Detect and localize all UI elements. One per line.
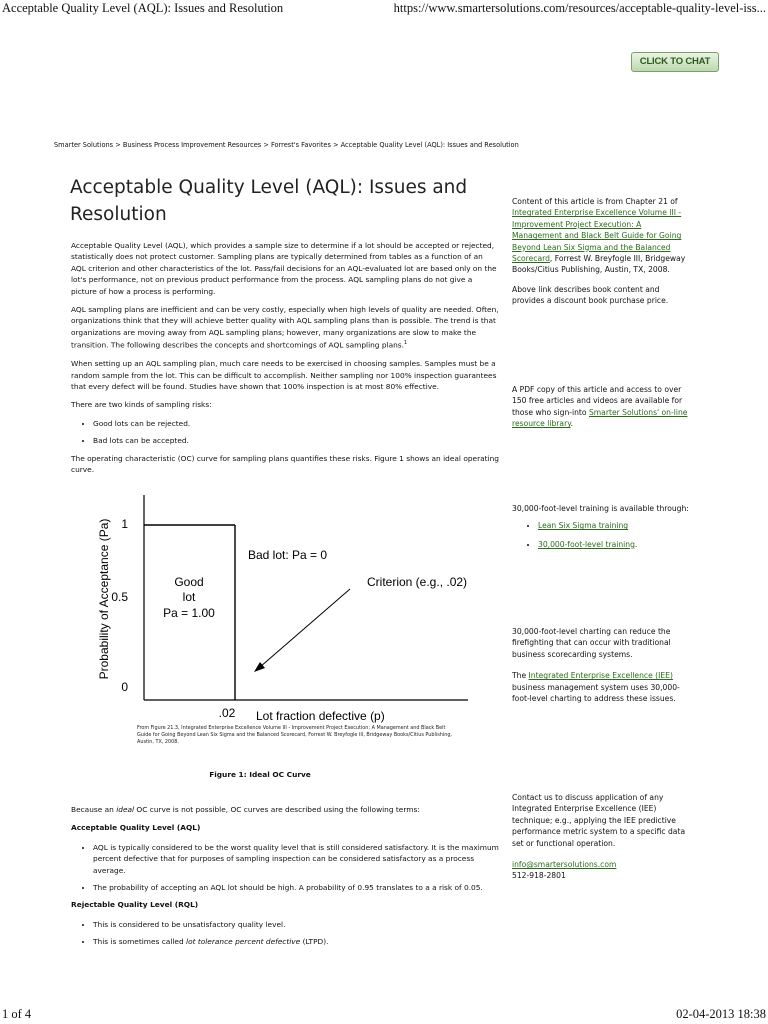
x-axis-label: Lot fraction defective (p): [256, 709, 385, 723]
list-item: • 30,000-foot-level training.: [538, 539, 692, 550]
list-item: • Bad lots can be accepted.: [93, 435, 499, 446]
print-header: [0, 0, 768, 16]
risk-list: [71, 418, 499, 447]
sidebar-pdf-info: A PDF copy of this article and access to over 150 free articles and videos are available for those who sign-into Smarter Solutions' on-line resource library.: [512, 385, 688, 429]
page-count: 1 of 4: [2, 1007, 32, 1021]
breadcrumb: Smarter Solutions > Business Process Improvement Resources > Forrest's Favorites > Acceptable Quality Level (AQL): Issues and Resolution: [54, 141, 519, 149]
article-body: [71, 240, 499, 482]
lean-six-sigma-training-link[interactable]: Lean Six Sigma training: [538, 521, 629, 531]
page-title: Acceptable Quality Level (AQL): Issues and Resolution: [70, 177, 468, 225]
criterion-arrow: [260, 589, 350, 667]
figure-source: From Figure 21.3, Integrated Enterprise Excellence Volume III - Improvement Project Execution: A Management and Black Belt Guide for Going Beyond Lean Six Sigma and the Balanced Scorecard, Forrest W. Breyfogle III, Bridgeway Books/Citius Publishing, Austin, TX, 2008.: [137, 725, 452, 745]
list-item: • This is considered to be unsatisfactory quality level.: [93, 919, 499, 930]
30000-foot-level-training-link[interactable]: 30,000-foot-level training: [538, 539, 635, 549]
list-item: • The probability of accepting an AQL lot should be high. A probability of 0.95 translates to a a risk of 0.05.: [93, 882, 499, 893]
paragraph: There are two kinds of sampling risks:: [71, 400, 212, 410]
footnote-ref[interactable]: 1: [404, 340, 408, 347]
breadcrumb-bpi-resources[interactable]: Business Process Improvement Resources: [122, 141, 262, 149]
x-tick-02: .02: [218, 706, 236, 720]
iee-link[interactable]: Integrated Enterprise Excellence (IEE): [528, 671, 673, 681]
figure-caption: Figure 1: Ideal OC Curve: [209, 770, 311, 779]
phone-number: 512-918-2801: [512, 871, 566, 881]
sidebar-contact: Contact us to discuss application of any Integrated Enterprise Excellence (IEE) technique; e.g., applying the IEE predictive performance metric system to a specific data set or functional operation. info@smartersolutions.com 512-918-2801: [512, 792, 692, 882]
y-tick-05: 0.5: [111, 590, 128, 604]
good-lot-label-2: lot: [182, 590, 196, 604]
good-lot-label-3: Pa = 1.00: [163, 606, 215, 620]
y-tick-1: 1: [121, 517, 128, 531]
paragraph: The operating characteristic (OC) curve for sampling plans quantifies these risks. Figure 1 shows an ideal operating curve.: [71, 453, 499, 474]
list-item: • This is sometimes called lot tolerance percent defective (LTPD).: [93, 936, 499, 947]
sidebar-book-info: Content of this article is from Chapter 21 of Integrated Enterprise Excellence Volume III - Improvement Project Execution: A Management and Black Belt Guide for Going Beyond Lean Six Sigma and the Balanced Scorecard, Forrest W. Breyfogle III, Bridgeway Books/Citius Publishing, Austin, TX, 2008. Above link describes book content and provides a discount book purchase price.: [512, 196, 692, 314]
bad-lot-label: Bad lot: Pa = 0: [248, 548, 328, 562]
print-datetime: 02-04-2013 18:38: [676, 1007, 766, 1021]
aql-list: [71, 842, 499, 894]
email-link[interactable]: info@smartersolutions.com: [512, 860, 617, 870]
aql-heading: Acceptable Quality Level (AQL): [71, 823, 201, 833]
good-lot-label-1: Good: [174, 575, 204, 589]
criterion-label: Criterion (e.g., .02): [367, 575, 468, 589]
resource-library-link[interactable]: Smarter Solutions' on-line resource library: [512, 407, 688, 429]
breadcrumb-current: Acceptable Quality Level (AQL): Issues and Resolution: [340, 141, 519, 149]
print-header-title: Acceptable Quality Level (AQL): Issues and Resolution: [2, 1, 284, 15]
paragraph: AQL sampling plans are inefficient and can be very costly, especially when high levels of quality are needed. Often, organizations think that they will achieve better quality with AQL sampling plans than is possible. The trend is that organizations are moving away from AQL sampling plans; however, many organizations are slow to make the transition. The following describes the concepts and shortcomings of AQL sampling plans.$^1$: [71, 305, 499, 350]
sidebar-charting: 30,000-foot-level charting can reduce the firefighting that can occur with traditional business scorecarding systems. The Integrated Enterprise Excellence (IEE) business management system uses 30,000-foot-level charting to address these issues.: [512, 627, 680, 704]
list-item: • AQL is typically considered to be the worst quality level that is still considered satisfactory. It is the maximum percent defective that for purposes of sampling inspection can be considered satisfactory as a process average.: [93, 842, 499, 876]
list-item: • Good lots can be rejected.: [93, 418, 499, 429]
print-footer: [0, 1008, 768, 1024]
y-axis-label: Probability of Acceptance (Pa): [97, 518, 111, 680]
print-header-url: https://www.smartersolutions.com/resources/acceptable-quality-level-iss...: [393, 1, 766, 15]
sidebar-training: 30,000-foot-level training is available through: • Lean Six Sigma training • 30,000-foot-level training.: [512, 503, 692, 557]
book-link[interactable]: Integrated Enterprise Excellence Volume III - Improvement Project Execution: A Management and Black Belt Guide for Going Beyond Lean Six Sigma and the Balanced Scorecard: [512, 208, 682, 264]
rql-heading: Rejectable Quality Level (RQL): [71, 900, 199, 910]
paragraph: When setting up an AQL sampling plan, much care needs to be exercised in choosing samples. Samples must be a random sample from the lot. This can be difficult to accomplish. Neither sampling nor 100% inspection guarantees that every defect will be found. Studies have shown that 100% inspection is at most 80% effective.: [71, 359, 497, 391]
sidebar-note: Above link describes book content and provides a discount book purchase price.: [512, 284, 669, 306]
paragraph: Because an ideal OC curve is not possible, OC curves are described using the following terms:: [71, 805, 420, 814]
rql-list: [71, 919, 499, 948]
click-to-chat-button[interactable]: CLICK TO CHAT: [631, 52, 719, 72]
article-body-continued: [71, 804, 499, 954]
paragraph: Acceptable Quality Level (AQL), which provides a sample size to determine if a lot should be accepted or rejected, statistically does not protect customer. Sampling plans are typically determined from tables as a function of an AQL criterion and other characteristics of the lot. Pass/fail decisions for an AQL-evaluated lot are based only on the lot's performance, not on previous product performance from the process. AQL sampling plans do not give a picture of how a process is performing.: [71, 241, 497, 296]
breadcrumb-smarter-solutions[interactable]: Smarter Solutions: [54, 141, 114, 149]
y-tick-0: 0: [121, 680, 128, 694]
training-list: [512, 520, 692, 550]
list-item: [538, 520, 692, 531]
oc-curve-figure: [88, 495, 468, 745]
breadcrumb-forrests-favorites[interactable]: Forrest's Favorites: [270, 141, 331, 149]
